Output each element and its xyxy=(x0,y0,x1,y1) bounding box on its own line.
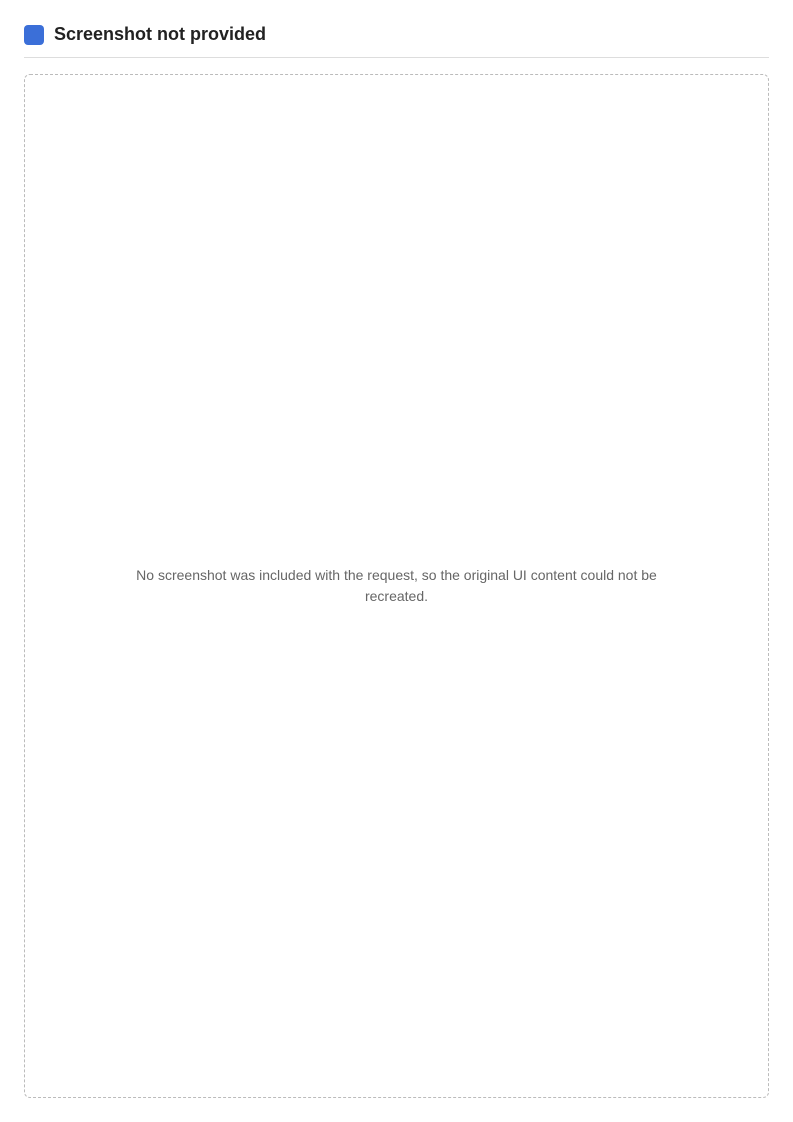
main-content xyxy=(24,74,769,1098)
page-title: Screenshot not provided xyxy=(54,24,267,44)
header xyxy=(24,24,769,58)
missing-screenshot-notice: No screenshot was included with the request, so the original UI content could not be recreated. xyxy=(136,567,657,604)
placeholder-logo-icon xyxy=(24,25,44,45)
